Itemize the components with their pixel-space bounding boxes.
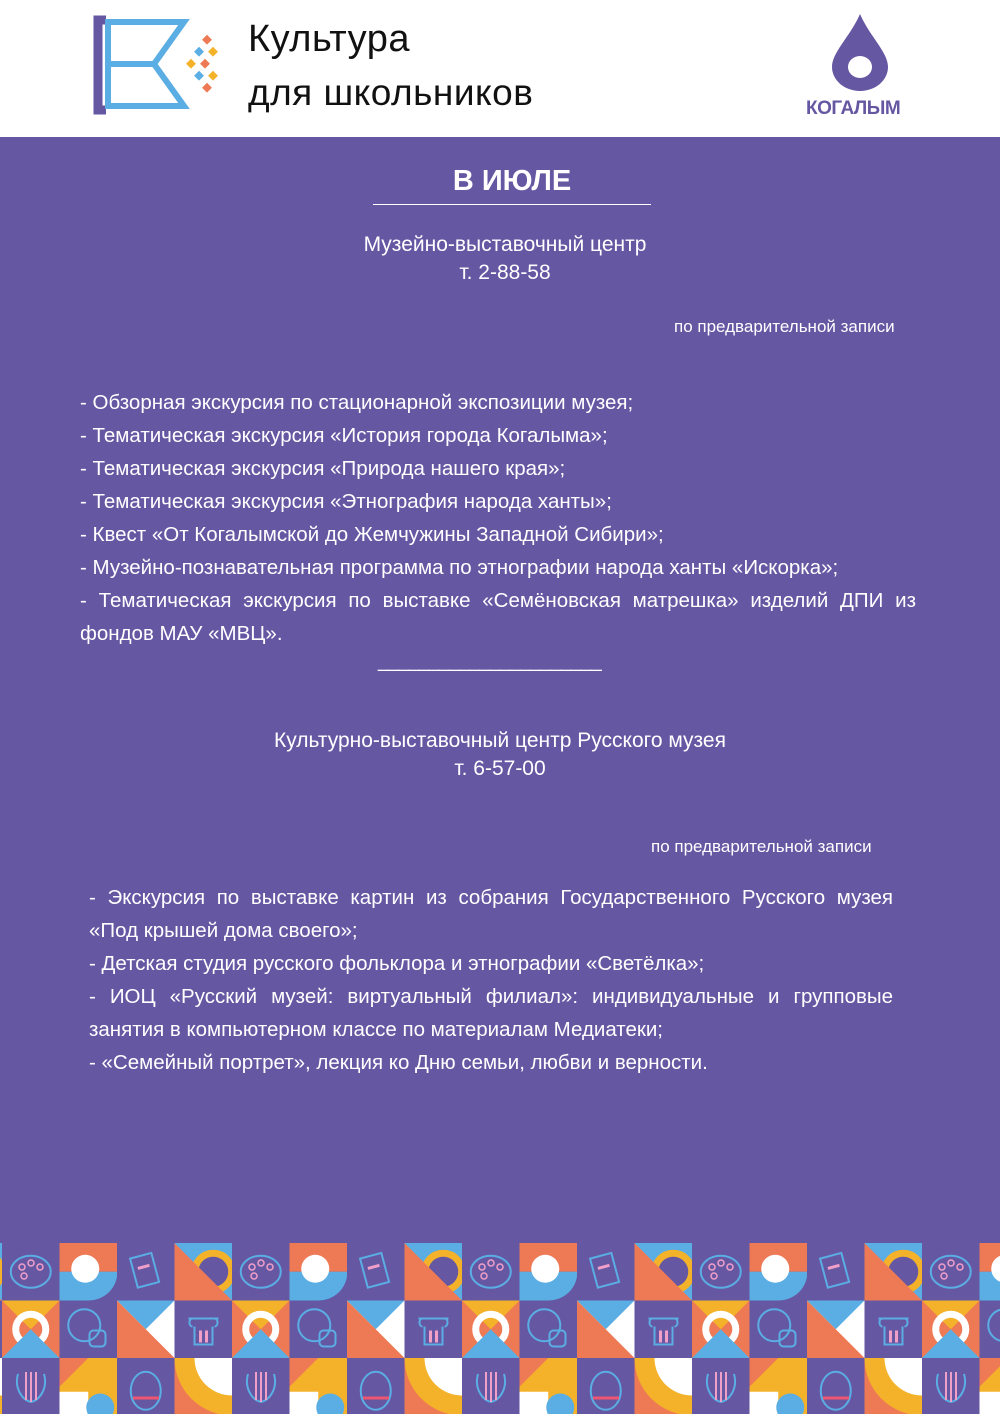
list-item: - Детская студия русского фольклора и этнографии «Светёлка»; [89,952,705,975]
list-item: - Квест «От Когалымской до Жемчужины Западной Сибири»; [80,523,664,546]
doll-tile [577,1358,635,1414]
ring-tile [692,1301,750,1359]
rainbow-tile [405,1243,466,1301]
header [0,0,1000,137]
book-tile [347,1243,405,1301]
decorative-pattern-footer [0,1243,1000,1414]
list-item: - Экскурсия по выставке картин из собрания Государственного Русского музея «Под крышей дома своего»; [89,886,893,942]
column-tile [865,1301,923,1359]
arc-tile [635,1358,693,1414]
column-tile [635,1301,693,1359]
circle-tile [520,1243,578,1301]
list-item: - «Семейный портрет», лекция ко Дню семьи, любви и верности. [89,1051,708,1074]
section1-list [80,386,916,650]
section2-note: по предварительной записи [651,837,872,856]
palette-tile [922,1243,980,1301]
lyre-tile [692,1358,750,1414]
column-tile [0,1301,2,1359]
ring-tile [922,1301,980,1359]
lyre-tile [2,1358,60,1414]
doll-tile [807,1358,865,1414]
mask-tile [980,1301,1000,1359]
arc-tile [175,1358,233,1414]
tri-tile [117,1301,175,1359]
ring-tile [2,1301,60,1359]
rainbow-tile [865,1243,926,1301]
palette-tile [692,1243,750,1301]
blocks-tile [520,1358,578,1414]
list-item: - Музейно-познавательная программа по этнографии народа ханты «Искорка»; [80,556,839,579]
list-item: - ИОЦ «Русский музей: виртуальный филиал»: индивидуальные и групповые занятия в компьютерном классе по материалам Медиатеки; [89,985,893,1041]
doll-tile [117,1358,175,1414]
ring-tile [462,1301,520,1359]
list-item: - Обзорная экскурсия по стационарной экспозиции музея; [80,391,634,414]
kogalym-drop-icon [830,12,890,92]
mask-tile [750,1301,808,1359]
column-tile [405,1301,463,1359]
tri-tile [807,1301,865,1359]
doll-tile [347,1358,405,1414]
section2-name: Культурно-выставочный центр Русского музея [274,729,726,752]
blocks-tile [290,1358,348,1414]
culture-logo-icon [92,14,227,119]
book-tile [117,1243,175,1301]
rainbow-tile [175,1243,236,1301]
palette-tile [462,1243,520,1301]
section1-phone: т. 2-88-58 [459,261,551,284]
brand-line-2: для школьников [248,72,534,113]
separator: ______________________ [378,650,601,672]
circle-tile [290,1243,348,1301]
page-title: В ИЮЛЕ [373,165,651,205]
rainbow-tile [635,1243,696,1301]
mask-tile [290,1301,348,1359]
tri-tile [577,1301,635,1359]
lyre-tile [232,1358,290,1414]
arc-tile [865,1358,923,1414]
brand-line-1: Культура [248,18,410,60]
circle-tile [980,1243,1000,1301]
kogalym-logo-text: КОГАЛЫМ [806,98,901,119]
column-tile [175,1301,233,1359]
section2-list [89,881,893,1079]
book-tile [577,1243,635,1301]
blocks-tile [60,1358,118,1414]
section2-phone: т. 6-57-00 [454,757,546,780]
arc-tile [405,1358,463,1414]
ring-tile [232,1301,290,1359]
blocks-tile [980,1358,1000,1414]
list-item: - Тематическая экскурсия «Природа нашего края»; [80,457,566,480]
list-item: - Тематическая экскурсия по выставке «Семёновская матрешка» изделий ДПИ из фондов МАУ «МВЦ». [80,589,916,645]
section1-note: по предварительной записи [674,317,895,336]
lyre-tile [922,1358,980,1414]
list-item: - Тематическая экскурсия «История города Когалыма»; [80,424,608,447]
blocks-tile [750,1358,808,1414]
mask-tile [60,1301,118,1359]
section1-name: Музейно-выставочный центр [363,233,647,256]
palette-tile [2,1243,60,1301]
list-item: - Тематическая экскурсия «Этнография народа ханты»; [80,490,612,513]
circle-tile [750,1243,808,1301]
circle-tile [60,1243,118,1301]
palette-tile [232,1243,290,1301]
mask-tile [520,1301,578,1359]
arc-tile [0,1358,2,1414]
tri-tile [347,1301,405,1359]
book-tile [807,1243,865,1301]
lyre-tile [462,1358,520,1414]
